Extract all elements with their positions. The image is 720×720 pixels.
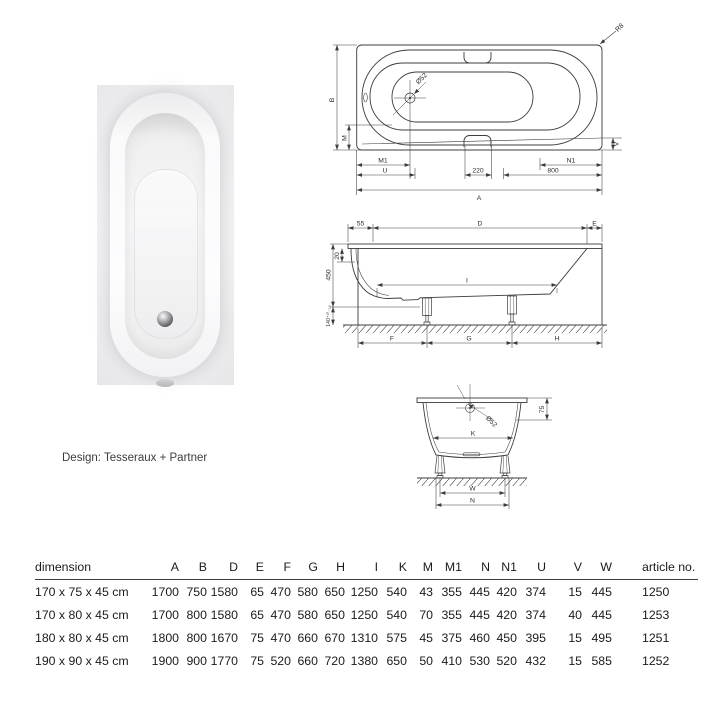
value-cell: 650: [386, 653, 407, 668]
value-cell: 374: [525, 607, 546, 622]
dim-label-m: M: [341, 135, 349, 141]
dim-label-e: E: [592, 220, 597, 228]
value-cell: 650: [324, 607, 345, 622]
column-header: A: [147, 552, 179, 580]
value-cell: 540: [386, 584, 407, 599]
dim-label-v: V: [613, 141, 621, 147]
column-header: N1: [490, 552, 517, 580]
dim-label-d: D: [477, 220, 483, 228]
value-cell: 75: [250, 653, 264, 668]
dim-label-u: U: [382, 167, 388, 175]
value-cell: 15: [568, 584, 582, 599]
table-row: [35, 580, 698, 604]
value-cell: 1700: [151, 607, 179, 622]
dim-label-k: K: [470, 430, 476, 438]
dim-label-55: 55: [356, 220, 365, 228]
value-cell: 1670: [210, 630, 238, 645]
value-cell: 410: [441, 653, 462, 668]
value-cell: 1250: [350, 584, 378, 599]
bathtub-rim: [110, 93, 220, 377]
dim-label-h: H: [554, 335, 560, 343]
value-cell: 355: [441, 584, 462, 599]
value-cell: 432: [525, 653, 546, 668]
value-cell: 470: [270, 630, 291, 645]
bathtub-basin: [125, 113, 205, 359]
dim-label-450: 450: [325, 269, 333, 281]
dim-label-f: F: [389, 335, 395, 343]
column-header: G: [291, 552, 318, 580]
column-header: I: [345, 552, 378, 580]
tub-section: [417, 398, 527, 458]
product-photo: [97, 85, 234, 385]
value-cell: 650: [324, 584, 345, 599]
value-cell: 395: [525, 630, 546, 645]
dim-label-m1: M1: [378, 157, 388, 165]
value-cell: 900: [186, 653, 207, 668]
article-number-cell: 1253: [642, 607, 670, 622]
value-cell: 45: [419, 630, 433, 645]
value-cell: 540: [386, 607, 407, 622]
column-header: B: [179, 552, 207, 580]
value-cell: 40: [568, 607, 582, 622]
drain-mark: [393, 80, 426, 116]
value-cell: 1380: [350, 653, 378, 668]
value-cell: 450: [496, 630, 517, 645]
value-cell: 15: [568, 653, 582, 668]
column-header: M1: [433, 552, 462, 580]
value-cell: 1800: [151, 630, 179, 645]
article-number-cell: 1252: [642, 653, 670, 668]
value-cell: 50: [419, 653, 433, 668]
column-header: F: [264, 552, 291, 580]
value-cell: 70: [419, 607, 433, 622]
table-row: [35, 649, 698, 672]
column-header: W: [582, 552, 612, 580]
value-cell: 530: [469, 653, 490, 668]
adjustable-feet: [423, 296, 517, 325]
corner-radius-label: R8: [614, 22, 626, 34]
dim-label-b: B: [329, 97, 336, 103]
value-cell: 660: [297, 653, 318, 668]
column-header: E: [238, 552, 264, 580]
value-cell: 585: [591, 653, 612, 668]
column-header: K: [378, 552, 407, 580]
value-cell: 750: [186, 584, 207, 599]
top-view-drawing: [325, 18, 640, 210]
value-cell: 470: [270, 607, 291, 622]
value-cell: 520: [496, 653, 517, 668]
dim-label-i: I: [466, 277, 468, 285]
tub-profile: [348, 244, 602, 325]
design-credit: Design: Tesseraux + Partner: [62, 452, 208, 464]
value-cell: 800: [186, 630, 207, 645]
dimensions-table: [35, 552, 698, 672]
dim-label-140: 140⁺¹⁰₋₁₀: [326, 305, 332, 327]
value-cell: 445: [469, 584, 490, 599]
column-header: H: [318, 552, 345, 580]
value-cell: 720: [324, 653, 345, 668]
value-cell: 1770: [210, 653, 238, 668]
value-cell: 460: [469, 630, 490, 645]
value-cell: 495: [591, 630, 612, 645]
dimension-cell: 190 x 90 x 45 cm: [35, 653, 129, 668]
column-header: U: [517, 552, 546, 580]
column-header: M: [407, 552, 433, 580]
dim-label-20: 20: [334, 252, 341, 260]
table-row: [35, 626, 698, 649]
side-view-drawing: [325, 212, 640, 372]
value-cell: 15: [568, 630, 582, 645]
value-cell: 65: [250, 584, 264, 599]
dim-label-w: W: [469, 485, 476, 493]
column-header: dimension: [35, 552, 147, 580]
table-row: [35, 603, 698, 626]
dim-label-220: 220: [472, 167, 484, 175]
value-cell: 445: [591, 584, 612, 599]
value-cell: 1580: [210, 607, 238, 622]
drain-diameter-label: Ø52: [484, 414, 499, 429]
value-cell: 420: [496, 584, 517, 599]
value-cell: 580: [297, 584, 318, 599]
value-cell: 470: [270, 584, 291, 599]
value-cell: 1250: [350, 607, 378, 622]
value-cell: 420: [496, 607, 517, 622]
value-cell: 1900: [151, 653, 179, 668]
value-cell: 445: [591, 607, 612, 622]
value-cell: 43: [419, 584, 433, 599]
dimension-cell: 170 x 75 x 45 cm: [35, 584, 129, 599]
value-cell: 1580: [210, 584, 238, 599]
dim-label-800: 800: [547, 167, 559, 175]
value-cell: 1700: [151, 584, 179, 599]
dim-label-a: A: [476, 195, 482, 202]
table-body: [35, 580, 698, 673]
value-cell: 374: [525, 584, 546, 599]
value-cell: 575: [386, 630, 407, 645]
dim-label-75: 75: [539, 405, 546, 414]
value-cell: 670: [324, 630, 345, 645]
drain-diameter-label: Ø52: [414, 71, 429, 86]
column-header: article no.: [612, 552, 698, 580]
column-header: V: [546, 552, 582, 580]
end-view-drawing: [378, 376, 603, 518]
article-number-cell: 1250: [642, 584, 670, 599]
dim-label-n1: N1: [566, 157, 576, 165]
value-cell: 75: [250, 630, 264, 645]
value-cell: 1310: [350, 630, 378, 645]
table-header-row: [35, 552, 698, 580]
drain: [157, 311, 173, 327]
dim-label-g: G: [466, 335, 472, 343]
column-header: N: [462, 552, 490, 580]
dimension-cell: 170 x 80 x 45 cm: [35, 607, 129, 622]
value-cell: 520: [270, 653, 291, 668]
tub-outline: [357, 45, 602, 150]
value-cell: 445: [469, 607, 490, 622]
value-cell: 375: [441, 630, 462, 645]
value-cell: 355: [441, 607, 462, 622]
value-cell: 580: [297, 607, 318, 622]
dimension-cell: 180 x 80 x 45 cm: [35, 630, 129, 645]
value-cell: 800: [186, 607, 207, 622]
value-cell: 65: [250, 607, 264, 622]
column-header: D: [207, 552, 238, 580]
article-number-cell: 1251: [642, 630, 670, 645]
table-header: [35, 552, 698, 580]
ground: [343, 325, 607, 333]
adjustable-feet: [435, 456, 510, 478]
value-cell: 660: [297, 630, 318, 645]
dim-label-n: N: [470, 497, 475, 505]
overflow: [156, 379, 174, 387]
